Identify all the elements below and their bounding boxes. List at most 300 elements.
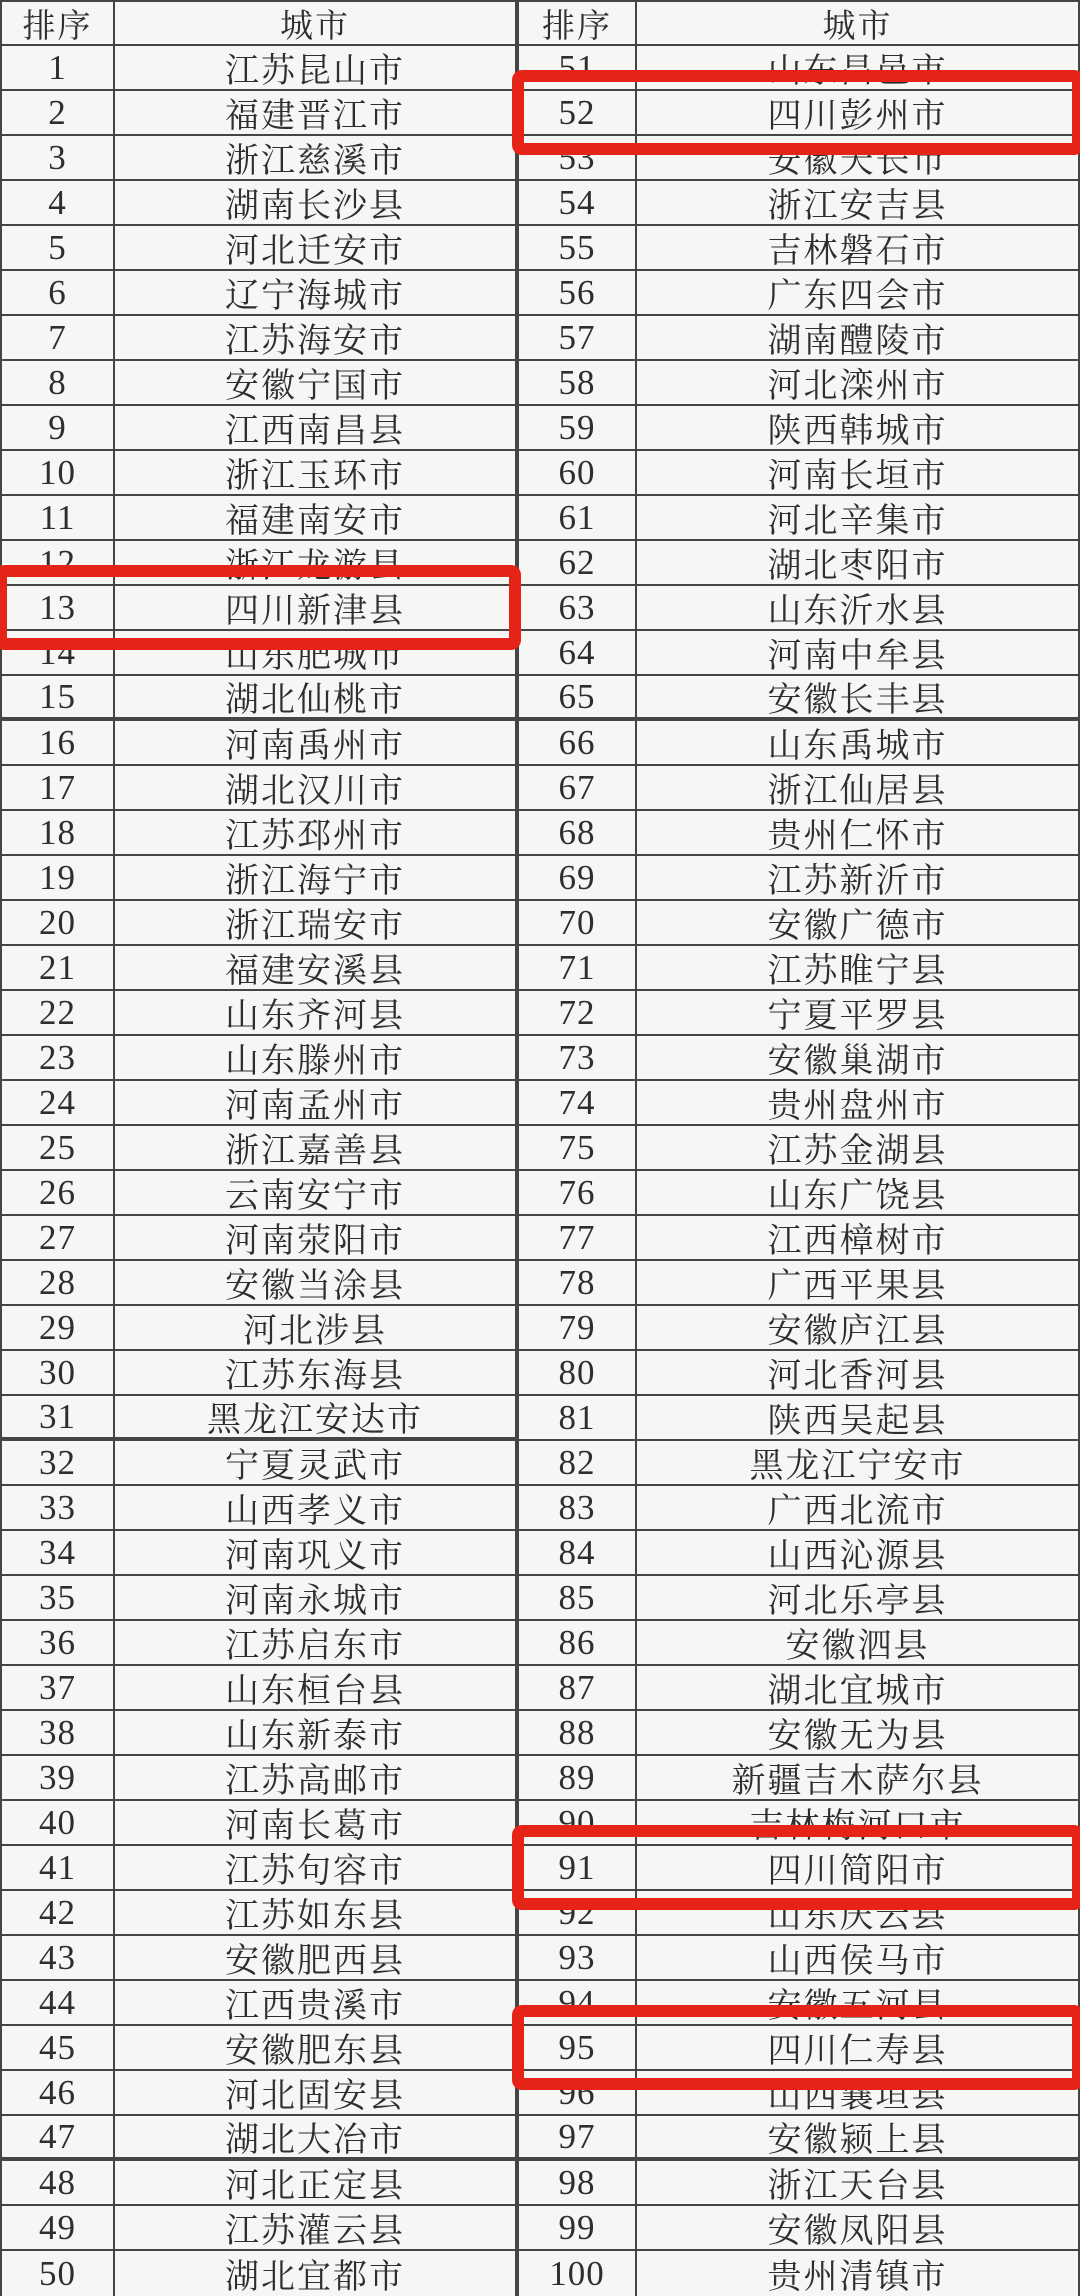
table-row	[519, 136, 1078, 181]
rank-cell: 76	[519, 1171, 637, 1214]
table-row	[2, 181, 515, 226]
city-cell: 浙江仙居县	[767, 773, 948, 810]
rank-cell: 75	[519, 1126, 637, 1169]
rank-cell: 69	[519, 856, 637, 899]
table-row	[519, 946, 1078, 991]
table-row	[519, 586, 1078, 631]
city-cell: 浙江龙游县	[225, 548, 405, 585]
rank-cell: 77	[519, 1216, 637, 1259]
table-row	[519, 181, 1078, 226]
table-row	[2, 1846, 515, 1891]
rank-cell: 50	[2, 2251, 115, 2296]
city-cell: 山东齐河县	[225, 998, 405, 1035]
rank-cell: 61	[519, 496, 637, 539]
rank-cell: 94	[519, 1981, 637, 2024]
table-row	[519, 1666, 1078, 1711]
rank-cell: 84	[519, 1531, 637, 1574]
city-cell: 江苏昆山市	[225, 53, 405, 90]
rank-cell: 80	[519, 1351, 637, 1394]
table-row	[519, 811, 1078, 856]
rank-cell: 74	[519, 1081, 637, 1124]
table-row	[2, 271, 515, 316]
table-row	[2, 811, 515, 856]
table-row	[2, 1711, 515, 1756]
rank-cell: 92	[519, 1891, 637, 1934]
table-row	[2, 226, 515, 271]
rank-cell: 28	[2, 1261, 115, 1304]
rank-cell: 64	[519, 631, 637, 674]
city-cell: 山东桓台县	[225, 1673, 405, 1710]
table-row	[519, 2116, 1078, 2161]
city-cell: 江西贵溪市	[225, 1988, 405, 2025]
rank-cell: 20	[2, 901, 115, 944]
rank-cell: 91	[519, 1846, 637, 1889]
table-row	[519, 856, 1078, 901]
city-cell: 浙江慈溪市	[225, 143, 405, 180]
rank-cell: 10	[2, 451, 115, 494]
city-cell: 河南孟州市	[225, 1088, 405, 1125]
table-row	[2, 361, 515, 406]
rank-cell: 99	[519, 2206, 637, 2249]
table-row	[2, 1621, 515, 1666]
city-cell: 广东四会市	[767, 278, 948, 315]
table-row	[519, 316, 1078, 361]
table-row	[2, 1396, 515, 1441]
rank-cell: 83	[519, 1486, 637, 1529]
city-cell: 山西孝义市	[225, 1493, 405, 1530]
city-cell: 山东禹城市	[767, 728, 948, 765]
rank-cell: 35	[2, 1576, 115, 1619]
rank-cell: 96	[519, 2071, 637, 2114]
table-row	[2, 2161, 515, 2206]
city-cell: 安徽凤阳县	[767, 2213, 948, 2250]
rank-cell: 52	[519, 91, 637, 134]
rank-column-header: 排序	[519, 2, 637, 44]
city-cell: 福建晋江市	[225, 98, 405, 135]
city-cell: 四川新津县	[225, 593, 405, 630]
city-cell: 山西沁源县	[767, 1538, 948, 1575]
table-row	[519, 496, 1078, 541]
city-cell: 江苏句容市	[225, 1853, 405, 1890]
rank-cell: 32	[2, 1441, 115, 1484]
city-cell: 江苏启东市	[225, 1628, 405, 1665]
table-row	[519, 1441, 1078, 1486]
rank-cell: 41	[2, 1846, 115, 1889]
city-cell: 安徽无为县	[767, 1718, 948, 1755]
city-cell: 河南长葛市	[225, 1808, 405, 1845]
city-cell: 湖北宜都市	[225, 2259, 405, 2296]
table-row	[519, 271, 1078, 316]
table-row	[2, 1576, 515, 1621]
rank-cell: 7	[2, 316, 115, 359]
city-cell: 安徽长丰县	[767, 682, 948, 719]
city-column-header: 城市	[280, 8, 350, 45]
city-cell: 安徽广德市	[767, 908, 948, 945]
city-cell: 江西樟树市	[767, 1223, 948, 1260]
table-row	[519, 1351, 1078, 1396]
rank-cell: 34	[2, 1531, 115, 1574]
rank-cell: 100	[519, 2251, 637, 2296]
city-cell: 山东沂水县	[767, 593, 948, 630]
table-row	[2, 676, 515, 721]
rank-cell: 31	[2, 1396, 115, 1437]
table-row	[2, 1441, 515, 1486]
rank-cell: 78	[519, 1261, 637, 1304]
city-cell: 浙江天台县	[767, 2168, 948, 2205]
table-row	[519, 1306, 1078, 1351]
city-cell: 广西北流市	[767, 1493, 948, 1530]
rank-cell: 62	[519, 541, 637, 584]
rank-cell: 98	[519, 2161, 637, 2204]
city-cell: 江苏灌云县	[225, 2213, 405, 2250]
rank-cell: 21	[2, 946, 115, 989]
city-cell: 山西襄垣县	[767, 2078, 948, 2115]
rank-cell: 40	[2, 1801, 115, 1844]
city-cell: 河南中牟县	[767, 638, 948, 675]
rank-cell: 38	[2, 1711, 115, 1754]
table-row	[2, 1666, 515, 1711]
table-row	[519, 1621, 1078, 1666]
rank-cell: 14	[2, 631, 115, 674]
city-cell: 山东庆云县	[767, 1898, 948, 1935]
city-cell: 江苏高邮市	[225, 1763, 405, 1800]
table-row	[2, 1081, 515, 1126]
rank-cell: 1	[2, 46, 115, 89]
table-row	[2, 1756, 515, 1801]
table-row	[519, 1576, 1078, 1621]
table-row	[2, 46, 515, 91]
rank-cell: 19	[2, 856, 115, 899]
rank-cell: 12	[2, 541, 115, 584]
city-cell: 山东肥城市	[225, 638, 405, 675]
table-row	[519, 406, 1078, 451]
city-cell: 安徽天长市	[767, 143, 948, 180]
table-body-left	[2, 46, 515, 2296]
table-header-row	[2, 2, 515, 46]
city-cell: 宁夏平罗县	[767, 998, 948, 1035]
table-row	[2, 631, 515, 676]
city-cell: 山东滕州市	[225, 1043, 405, 1080]
rank-cell: 25	[2, 1126, 115, 1169]
city-cell: 湖北汉川市	[225, 773, 405, 810]
city-cell: 江苏东海县	[225, 1358, 405, 1395]
table-row	[519, 676, 1078, 721]
table-row	[2, 1036, 515, 1081]
city-cell: 湖北大冶市	[225, 2122, 405, 2159]
rank-cell: 24	[2, 1081, 115, 1124]
table-row	[519, 226, 1078, 271]
table-row	[519, 766, 1078, 811]
rank-cell: 57	[519, 316, 637, 359]
city-cell: 安徽肥东县	[225, 2033, 405, 2070]
table-row	[2, 766, 515, 811]
city-cell: 河北辛集市	[767, 503, 948, 540]
city-cell: 安徽五河县	[767, 1988, 948, 2025]
city-cell: 黑龙江安达市	[207, 1402, 423, 1439]
table-row	[519, 1036, 1078, 1081]
rank-cell: 72	[519, 991, 637, 1034]
table-row	[2, 1126, 515, 1171]
city-cell: 湖北仙桃市	[225, 682, 405, 719]
city-cell: 河北正定县	[225, 2168, 405, 2205]
rank-cell: 29	[2, 1306, 115, 1349]
city-cell: 河南禹州市	[225, 728, 405, 765]
rank-cell: 86	[519, 1621, 637, 1664]
rank-cell: 39	[2, 1756, 115, 1799]
city-cell: 河北乐亭县	[767, 1583, 948, 1620]
rank-cell: 97	[519, 2116, 637, 2157]
city-cell: 贵州清镇市	[767, 2259, 948, 2296]
table-row	[2, 1171, 515, 1216]
city-cell: 山东新泰市	[225, 1718, 405, 1755]
city-cell: 陕西吴起县	[767, 1403, 948, 1440]
city-cell: 浙江瑞安市	[225, 908, 405, 945]
city-cell: 浙江安吉县	[767, 188, 948, 225]
table-row	[519, 1981, 1078, 2026]
city-cell: 福建南安市	[225, 503, 405, 540]
table-row	[2, 1936, 515, 1981]
table-row	[519, 1846, 1078, 1891]
table-row	[2, 2116, 515, 2161]
rank-cell: 81	[519, 1396, 637, 1439]
city-cell: 吉林梅河口市	[749, 1808, 966, 1845]
table-row	[519, 451, 1078, 496]
table-row	[519, 901, 1078, 946]
table-row	[2, 1891, 515, 1936]
rank-cell: 87	[519, 1666, 637, 1709]
table-row	[519, 1486, 1078, 1531]
city-cell: 山东昌邑市	[767, 53, 948, 90]
city-cell: 山西侯马市	[767, 1943, 948, 1980]
table-row	[519, 1936, 1078, 1981]
city-cell: 云南安宁市	[225, 1178, 405, 1215]
rank-cell: 9	[2, 406, 115, 449]
rank-cell: 13	[2, 586, 115, 629]
table-row	[2, 721, 515, 766]
table-row	[2, 2206, 515, 2251]
city-cell: 河北迁安市	[225, 233, 405, 270]
city-cell: 湖北枣阳市	[767, 548, 948, 585]
table-header-row	[519, 2, 1078, 46]
city-cell: 贵州盘州市	[767, 1088, 948, 1125]
table-row	[2, 1531, 515, 1576]
city-cell: 浙江嘉善县	[225, 1133, 405, 1170]
city-cell: 江苏新沂市	[767, 863, 948, 900]
city-cell: 陕西韩城市	[767, 413, 948, 450]
table-row	[2, 541, 515, 586]
city-cell: 新疆吉木萨尔县	[731, 1763, 984, 1800]
table-row	[519, 361, 1078, 406]
city-cell: 河南永城市	[225, 1583, 405, 1620]
table-row	[2, 991, 515, 1036]
table-row	[519, 1756, 1078, 1801]
city-cell: 安徽庐江县	[767, 1313, 948, 1350]
rank-cell: 65	[519, 676, 637, 717]
city-cell: 安徽泗县	[785, 1628, 930, 1665]
city-cell: 河南长垣市	[767, 458, 948, 495]
table-row	[519, 1396, 1078, 1441]
table-row	[519, 1081, 1078, 1126]
rank-cell: 11	[2, 496, 115, 539]
rank-cell: 6	[2, 271, 115, 314]
table-row	[519, 1171, 1078, 1216]
rank-cell: 59	[519, 406, 637, 449]
table-row	[2, 2071, 515, 2116]
city-cell: 安徽巢湖市	[767, 1043, 948, 1080]
rank-cell: 66	[519, 721, 637, 764]
rank-cell: 49	[2, 2206, 115, 2249]
table-row	[519, 1126, 1078, 1171]
table-row	[2, 2251, 515, 2296]
rank-cell: 70	[519, 901, 637, 944]
city-cell: 广西平果县	[767, 1268, 948, 1305]
table-body-right	[519, 46, 1078, 2296]
table-row	[519, 2161, 1078, 2206]
rank-cell: 2	[2, 91, 115, 134]
table-row	[2, 856, 515, 901]
city-cell: 河北涉县	[243, 1313, 387, 1350]
table-row	[519, 2251, 1078, 2296]
city-column-header: 城市	[822, 8, 893, 45]
city-cell: 四川简阳市	[767, 1853, 948, 1890]
table-row	[519, 1531, 1078, 1576]
table-row	[2, 496, 515, 541]
table-row	[2, 2026, 515, 2071]
rank-cell: 71	[519, 946, 637, 989]
city-cell: 湖南长沙县	[225, 188, 405, 225]
city-cell: 浙江玉环市	[225, 458, 405, 495]
rank-cell: 8	[2, 361, 115, 404]
rank-cell: 95	[519, 2026, 637, 2069]
table-row	[2, 1261, 515, 1306]
rank-cell: 26	[2, 1171, 115, 1214]
table-row	[519, 541, 1078, 586]
table-ranks-1-50	[0, 0, 517, 2296]
table-row	[2, 1486, 515, 1531]
table-row	[2, 901, 515, 946]
city-cell: 安徽颍上县	[767, 2122, 948, 2159]
table-row	[519, 2071, 1078, 2116]
table-row	[2, 1351, 515, 1396]
table-row	[2, 1981, 515, 2026]
city-cell: 辽宁海城市	[225, 278, 405, 315]
rank-cell: 17	[2, 766, 115, 809]
city-cell: 江苏如东县	[225, 1898, 405, 1935]
city-cell: 福建安溪县	[225, 953, 405, 990]
table-row	[519, 1261, 1078, 1306]
rank-cell: 18	[2, 811, 115, 854]
rank-cell: 3	[2, 136, 115, 179]
table-row	[2, 406, 515, 451]
rank-cell: 45	[2, 2026, 115, 2069]
table-row	[2, 946, 515, 991]
rank-cell: 90	[519, 1801, 637, 1844]
table-row	[519, 2026, 1078, 2071]
city-cell: 四川彭州市	[767, 98, 948, 135]
table-row	[2, 1801, 515, 1846]
rank-cell: 4	[2, 181, 115, 224]
city-cell: 浙江海宁市	[225, 863, 405, 900]
table-row	[519, 721, 1078, 766]
table-row	[2, 316, 515, 361]
city-cell: 江西南昌县	[225, 413, 405, 450]
rank-cell: 58	[519, 361, 637, 404]
table-row	[2, 136, 515, 181]
rank-cell: 36	[2, 1621, 115, 1664]
table-row	[519, 1711, 1078, 1756]
rank-cell: 68	[519, 811, 637, 854]
city-cell: 吉林磐石市	[767, 233, 948, 270]
rank-cell: 15	[2, 676, 115, 717]
rank-cell: 55	[519, 226, 637, 269]
rank-cell: 30	[2, 1351, 115, 1394]
rank-cell: 37	[2, 1666, 115, 1709]
city-cell: 黑龙江宁安市	[749, 1448, 966, 1485]
rank-cell: 53	[519, 136, 637, 179]
rank-cell: 22	[2, 991, 115, 1034]
city-cell: 贵州仁怀市	[767, 818, 948, 855]
city-cell: 河北滦州市	[767, 368, 948, 405]
table-row	[519, 991, 1078, 1036]
city-cell: 四川仁寿县	[767, 2033, 948, 2070]
rank-cell: 89	[519, 1756, 637, 1799]
city-cell: 湖北宜城市	[767, 1673, 948, 1710]
city-cell: 安徽当涂县	[225, 1268, 405, 1305]
rank-cell: 88	[519, 1711, 637, 1754]
rank-cell: 82	[519, 1441, 637, 1484]
table-row	[519, 631, 1078, 676]
table-row	[2, 451, 515, 496]
city-cell: 江苏海安市	[225, 323, 405, 360]
table-row	[519, 1801, 1078, 1846]
table-row	[2, 1216, 515, 1261]
rank-cell: 44	[2, 1981, 115, 2024]
city-cell: 河南荥阳市	[225, 1223, 405, 1260]
city-cell: 宁夏灵武市	[225, 1448, 405, 1485]
city-cell: 安徽宁国市	[225, 368, 405, 405]
rank-cell: 43	[2, 1936, 115, 1979]
city-cell: 江苏邳州市	[225, 818, 405, 855]
table-row	[519, 91, 1078, 136]
table-row	[519, 2206, 1078, 2251]
rank-cell: 60	[519, 451, 637, 494]
rank-cell: 63	[519, 586, 637, 629]
city-cell: 河南巩义市	[225, 1538, 405, 1575]
rank-cell: 5	[2, 226, 115, 269]
city-cell: 江苏金湖县	[767, 1133, 948, 1170]
rank-cell: 42	[2, 1891, 115, 1934]
table-ranks-51-100	[517, 0, 1080, 2296]
rank-cell: 27	[2, 1216, 115, 1259]
rank-cell: 47	[2, 2116, 115, 2157]
rank-cell: 51	[519, 46, 637, 89]
city-cell: 湖南醴陵市	[767, 323, 948, 360]
rank-cell: 33	[2, 1486, 115, 1529]
table-row	[519, 46, 1078, 91]
table-row	[2, 91, 515, 136]
rank-cell: 85	[519, 1576, 637, 1619]
table-row	[519, 1891, 1078, 1936]
rank-cell: 48	[2, 2161, 115, 2204]
table-row	[2, 1306, 515, 1351]
rank-cell: 46	[2, 2071, 115, 2114]
rank-cell: 16	[2, 721, 115, 764]
city-cell: 安徽肥西县	[225, 1943, 405, 1980]
rank-cell: 56	[519, 271, 637, 314]
table-row	[519, 1216, 1078, 1261]
table-row	[2, 586, 515, 631]
rank-cell: 54	[519, 181, 637, 224]
